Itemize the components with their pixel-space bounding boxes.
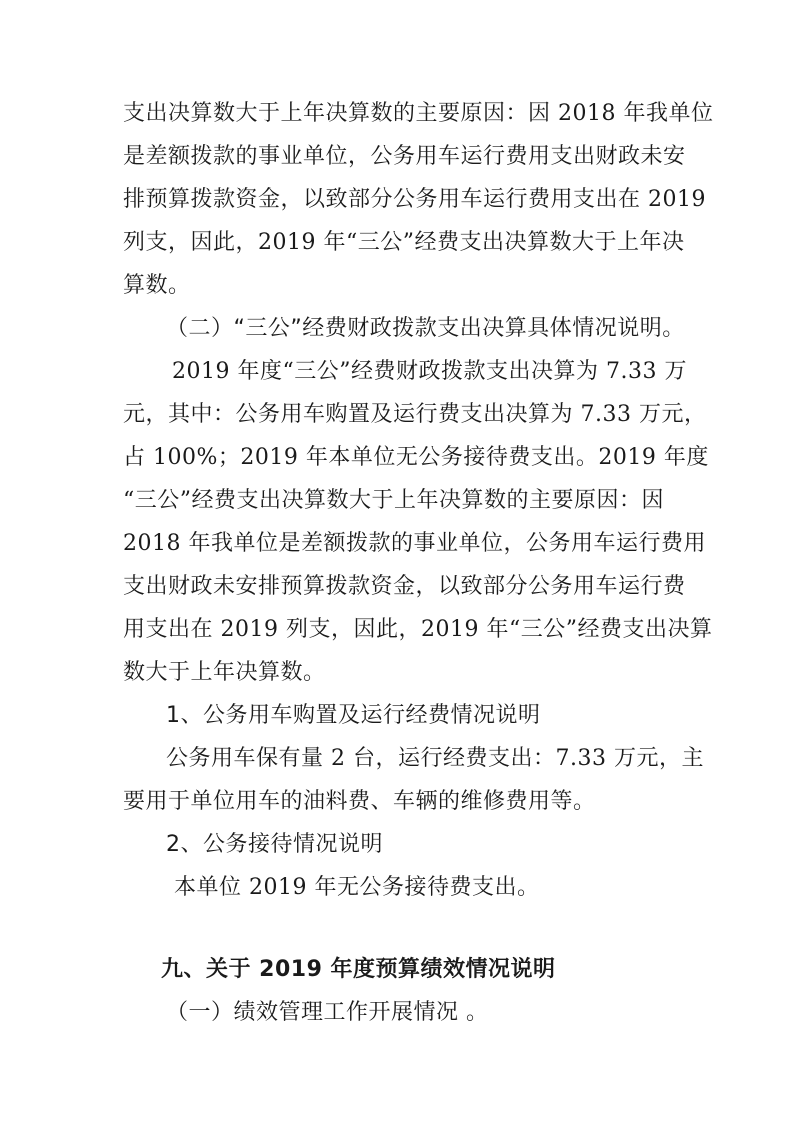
section-subheading: （一）绩效管理工作开展情况 。 <box>166 1000 489 1025</box>
paragraph-line: 2018 年我单位是差额拨款的事业单位，公务用车运行费用 <box>123 531 706 556</box>
paragraph-line: 是差额拨款的事业单位，公务用车运行费用支出财政未安 <box>123 144 686 169</box>
paragraph-line: 算数。 <box>123 273 191 298</box>
section-heading: 九、关于 2019 年度预算绩效情况说明 <box>161 957 556 982</box>
paragraph-line: 本单位 2019 年无公务接待费支出。 <box>174 875 540 900</box>
paragraph-line: 支出财政未安排预算拨款资金，以致部分公务用车运行费 <box>123 574 686 599</box>
paragraph-line: 要用于单位用车的油料费、车辆的维修费用等。 <box>123 789 596 814</box>
paragraph-line: 支出决算数大于上年决算数的主要原因：因 2018 年我单位 <box>123 101 714 126</box>
paragraph-line: 2019 年度“三公”经费财政拨款支出决算为 7.33 万 <box>172 359 687 384</box>
paragraph-line: 元，其中：公务用车购置及运行费支出决算为 7.33 万元， <box>123 402 707 427</box>
paragraph-line: 排预算拨款资金，以致部分公务用车运行费用支出在 2019 <box>123 187 706 212</box>
item-heading: 2、公务接待情况说明 <box>166 832 383 857</box>
paragraph-line: 数大于上年决算数。 <box>123 660 326 685</box>
paragraph-line: 用支出在 2019 列支，因此，2019 年“三公”经费支出决算 <box>123 617 713 642</box>
section-subheading: （二）“三公”经费财政拨款支出决算具体情况说明。 <box>166 316 685 341</box>
paragraph-line: 占 100%；2019 年本单位无公务接待费支出。2019 年度 <box>123 445 709 470</box>
item-heading: 1、公务用车购置及运行经费情况说明 <box>166 703 541 728</box>
paragraph-line: “三公”经费支出决算数大于上年决算数的主要原因：因 <box>123 488 664 513</box>
paragraph-line: 列支，因此，2019 年“三公”经费支出决算数大于上年决 <box>123 230 685 255</box>
paragraph-line: 公务用车保有量 2 台，运行经费支出：7.33 万元，主 <box>166 746 704 771</box>
